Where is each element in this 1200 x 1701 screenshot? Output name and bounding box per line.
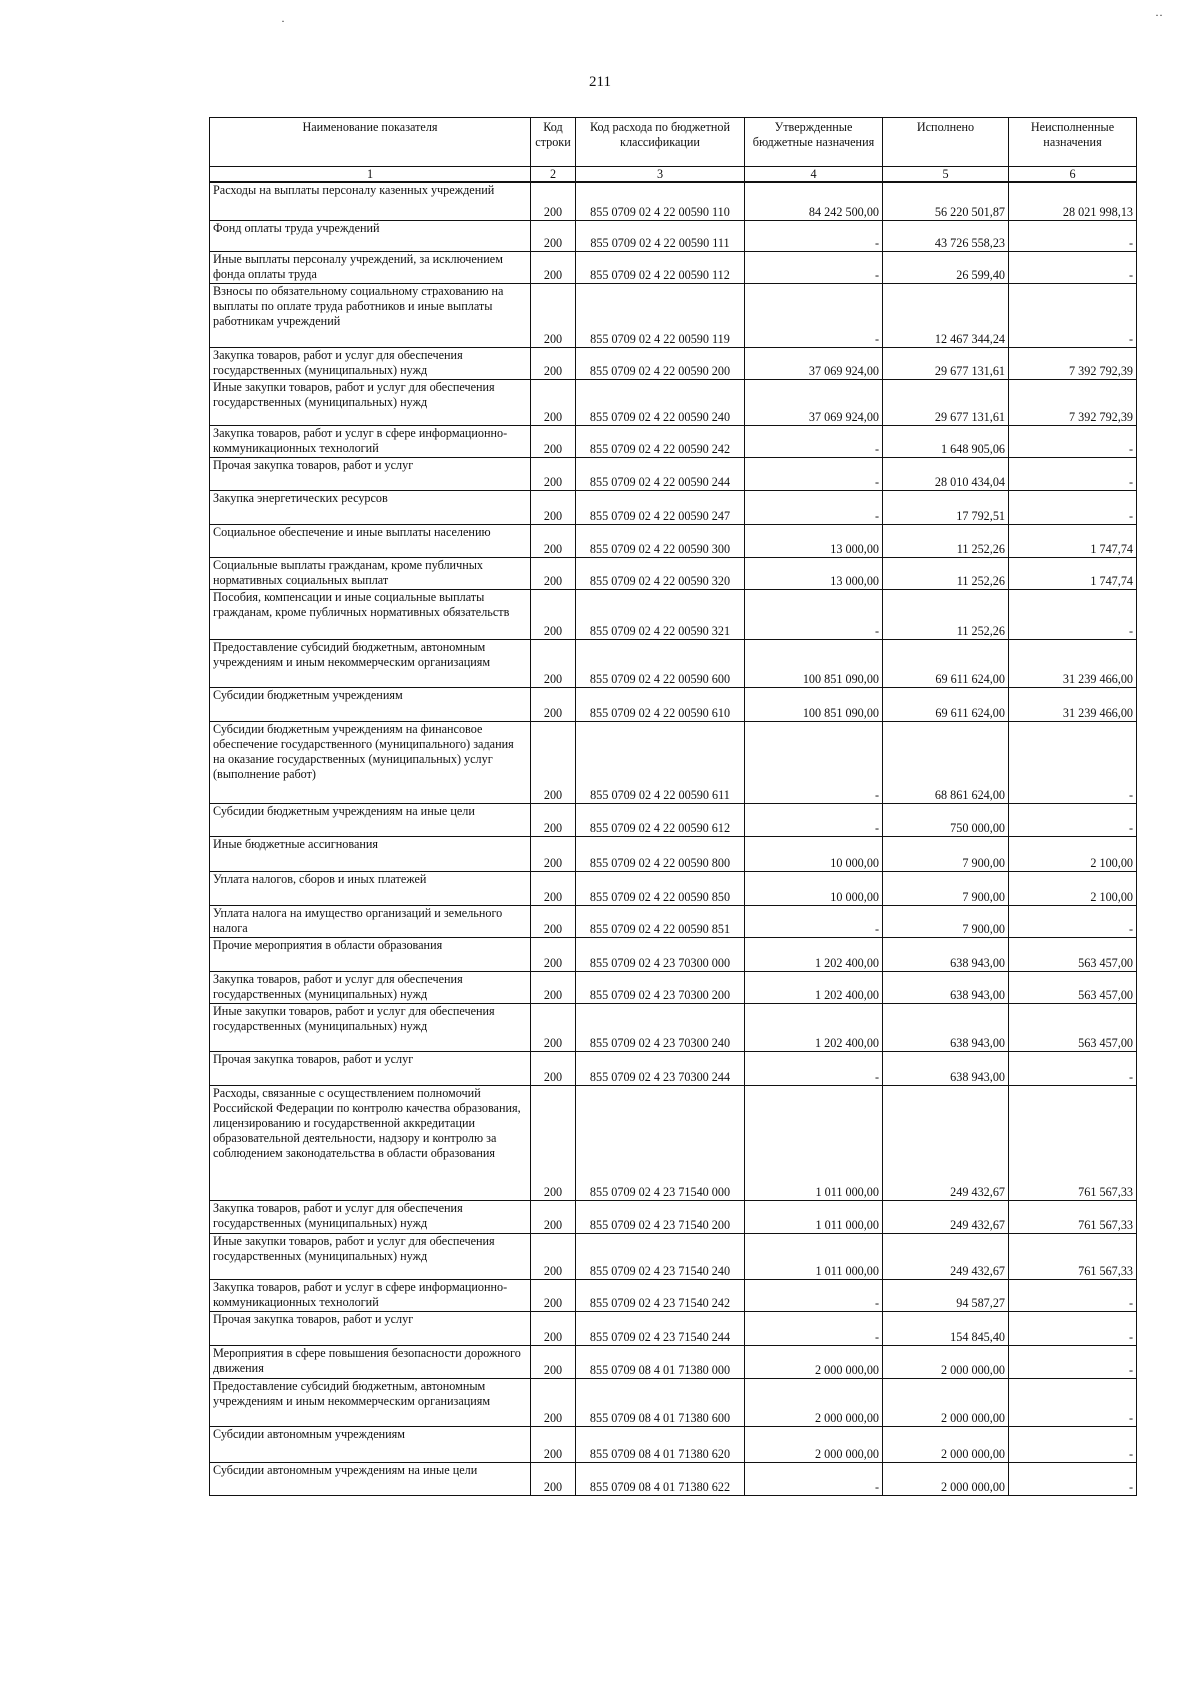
row-approved-amount: 2 000 000,00 <box>745 1378 883 1426</box>
table-row <box>210 905 1137 937</box>
row-name: Взносы по обязательному социальному страхованию на выплаты по оплате труда работников и иные выплаты работникам учреждений <box>210 283 531 347</box>
row-line-code: 200 <box>531 347 576 379</box>
row-name: Иные бюджетные ассигнования <box>210 836 531 871</box>
row-name: Уплата налога на имущество организаций и земельного налога <box>210 905 531 937</box>
row-classification-code: 855 0709 02 4 22 00590 610 <box>576 687 745 721</box>
row-unexecuted-amount: - <box>1009 905 1137 937</box>
row-line-code: 200 <box>531 721 576 803</box>
row-unexecuted-amount: - <box>1009 425 1137 457</box>
row-approved-amount: 1 011 000,00 <box>745 1233 883 1279</box>
row-approved-amount: 1 202 400,00 <box>745 1003 883 1051</box>
row-approved-amount: 37 069 924,00 <box>745 347 883 379</box>
row-line-code: 200 <box>531 871 576 905</box>
row-approved-amount: 37 069 924,00 <box>745 379 883 425</box>
row-classification-code: 855 0709 02 4 22 00590 851 <box>576 905 745 937</box>
row-executed-amount: 69 611 624,00 <box>883 687 1009 721</box>
row-unexecuted-amount: 1 747,74 <box>1009 557 1137 589</box>
header-executed: Исполнено <box>883 118 1009 167</box>
row-classification-code: 855 0709 02 4 22 00590 600 <box>576 639 745 687</box>
table-row <box>210 1200 1137 1233</box>
row-classification-code: 855 0709 02 4 22 00590 247 <box>576 490 745 524</box>
row-approved-amount: 1 202 400,00 <box>745 937 883 971</box>
row-unexecuted-amount: - <box>1009 1051 1137 1085</box>
row-approved-amount: - <box>745 251 883 283</box>
row-unexecuted-amount: 2 100,00 <box>1009 836 1137 871</box>
row-unexecuted-amount: 761 567,33 <box>1009 1233 1137 1279</box>
row-classification-code: 855 0709 02 4 23 71540 200 <box>576 1200 745 1233</box>
row-approved-amount: 1 202 400,00 <box>745 971 883 1003</box>
row-line-code: 200 <box>531 1378 576 1426</box>
row-approved-amount: 10 000,00 <box>745 836 883 871</box>
row-line-code: 200 <box>531 379 576 425</box>
row-line-code: 200 <box>531 182 576 220</box>
row-name: Субсидии бюджетным учреждениям на иные цели <box>210 803 531 836</box>
header-row <box>210 118 1137 167</box>
table-row <box>210 639 1137 687</box>
row-name: Пособия, компенсации и иные социальные выплаты гражданам, кроме публичных нормативных обязательств <box>210 589 531 639</box>
row-unexecuted-amount: 31 239 466,00 <box>1009 639 1137 687</box>
row-line-code: 200 <box>531 1462 576 1495</box>
row-executed-amount: 11 252,26 <box>883 557 1009 589</box>
row-executed-amount: 29 677 131,61 <box>883 347 1009 379</box>
table-row <box>210 1233 1137 1279</box>
row-unexecuted-amount: - <box>1009 589 1137 639</box>
row-name: Расходы на выплаты персоналу казенных учреждений <box>210 182 531 220</box>
row-executed-amount: 638 943,00 <box>883 1003 1009 1051</box>
row-name: Субсидии бюджетным учреждениям на финансовое обеспечение государственного (муниципального) задания на оказание государственных (муниципальных) услуг (выполнение работ) <box>210 721 531 803</box>
row-classification-code: 855 0709 02 4 23 70300 200 <box>576 971 745 1003</box>
row-line-code: 200 <box>531 1200 576 1233</box>
table-row <box>210 220 1137 251</box>
row-name: Закупка товаров, работ и услуг для обеспечения государственных (муниципальных) нужд <box>210 971 531 1003</box>
row-executed-amount: 638 943,00 <box>883 937 1009 971</box>
row-approved-amount: 1 011 000,00 <box>745 1200 883 1233</box>
row-approved-amount: - <box>745 425 883 457</box>
header-budget-classification: Код расхода по бюджетной классификации <box>576 118 745 167</box>
table-row <box>210 971 1137 1003</box>
row-executed-amount: 12 467 344,24 <box>883 283 1009 347</box>
row-line-code: 200 <box>531 524 576 557</box>
row-executed-amount: 154 845,40 <box>883 1311 1009 1345</box>
column-number: 1 <box>210 167 531 183</box>
row-approved-amount: - <box>745 721 883 803</box>
row-unexecuted-amount: 31 239 466,00 <box>1009 687 1137 721</box>
row-line-code: 200 <box>531 251 576 283</box>
row-executed-amount: 69 611 624,00 <box>883 639 1009 687</box>
row-approved-amount: - <box>745 220 883 251</box>
row-unexecuted-amount: 1 747,74 <box>1009 524 1137 557</box>
row-executed-amount: 26 599,40 <box>883 251 1009 283</box>
row-executed-amount: 638 943,00 <box>883 971 1009 1003</box>
row-executed-amount: 2 000 000,00 <box>883 1345 1009 1378</box>
table-row <box>210 589 1137 639</box>
row-line-code: 200 <box>531 1426 576 1462</box>
row-line-code: 200 <box>531 1051 576 1085</box>
row-name: Предоставление субсидий бюджетным, автономным учреждениям и иным некоммерческим организациям <box>210 1378 531 1426</box>
table-row <box>210 836 1137 871</box>
row-line-code: 200 <box>531 1279 576 1311</box>
scan-dots-mark: ·· <box>1155 8 1163 22</box>
table-row <box>210 425 1137 457</box>
table-row <box>210 1462 1137 1495</box>
row-unexecuted-amount: - <box>1009 251 1137 283</box>
row-unexecuted-amount: 563 457,00 <box>1009 971 1137 1003</box>
row-line-code: 200 <box>531 1345 576 1378</box>
row-executed-amount: 11 252,26 <box>883 524 1009 557</box>
row-approved-amount: 13 000,00 <box>745 557 883 589</box>
row-line-code: 200 <box>531 905 576 937</box>
row-unexecuted-amount: - <box>1009 1279 1137 1311</box>
row-classification-code: 855 0709 02 4 22 00590 800 <box>576 836 745 871</box>
row-unexecuted-amount: 2 100,00 <box>1009 871 1137 905</box>
row-name: Социальные выплаты гражданам, кроме публичных нормативных социальных выплат <box>210 557 531 589</box>
row-name: Социальное обеспечение и иные выплаты населению <box>210 524 531 557</box>
header-line-code: Код строки <box>531 118 576 167</box>
table-row <box>210 1051 1137 1085</box>
table-body <box>210 182 1137 1495</box>
row-name: Закупка товаров, работ и услуг для обеспечения государственных (муниципальных) нужд <box>210 1200 531 1233</box>
table-row <box>210 251 1137 283</box>
row-unexecuted-amount: - <box>1009 803 1137 836</box>
table-row <box>210 182 1137 220</box>
row-name: Закупка товаров, работ и услуг в сфере информационно-коммуникационных технологий <box>210 425 531 457</box>
row-executed-amount: 638 943,00 <box>883 1051 1009 1085</box>
row-line-code: 200 <box>531 1233 576 1279</box>
table-row <box>210 1085 1137 1200</box>
row-unexecuted-amount: 761 567,33 <box>1009 1200 1137 1233</box>
row-executed-amount: 28 010 434,04 <box>883 457 1009 490</box>
row-name: Уплата налогов, сборов и иных платежей <box>210 871 531 905</box>
row-executed-amount: 11 252,26 <box>883 589 1009 639</box>
table-row <box>210 490 1137 524</box>
column-number-row <box>210 167 1137 183</box>
row-approved-amount: 84 242 500,00 <box>745 182 883 220</box>
table-row <box>210 687 1137 721</box>
table-row <box>210 721 1137 803</box>
header-unexecuted: Неисполненные назначения <box>1009 118 1137 167</box>
table-row <box>210 937 1137 971</box>
row-name: Фонд оплаты труда учреждений <box>210 220 531 251</box>
row-classification-code: 855 0709 02 4 22 00590 612 <box>576 803 745 836</box>
row-classification-code: 855 0709 02 4 22 00590 850 <box>576 871 745 905</box>
column-number: 4 <box>745 167 883 183</box>
header-indicator-name: Наименование показателя <box>210 118 531 167</box>
row-unexecuted-amount: 7 392 792,39 <box>1009 379 1137 425</box>
row-classification-code: 855 0709 02 4 23 71540 240 <box>576 1233 745 1279</box>
row-executed-amount: 7 900,00 <box>883 836 1009 871</box>
row-line-code: 200 <box>531 457 576 490</box>
row-classification-code: 855 0709 02 4 22 00590 611 <box>576 721 745 803</box>
row-name: Прочая закупка товаров, работ и услуг <box>210 1311 531 1345</box>
row-unexecuted-amount: 563 457,00 <box>1009 937 1137 971</box>
row-unexecuted-amount: - <box>1009 1462 1137 1495</box>
row-approved-amount: 10 000,00 <box>745 871 883 905</box>
row-line-code: 200 <box>531 1311 576 1345</box>
row-executed-amount: 7 900,00 <box>883 871 1009 905</box>
table-row <box>210 457 1137 490</box>
row-name: Закупка товаров, работ и услуг для обеспечения государственных (муниципальных) нужд <box>210 347 531 379</box>
table-row <box>210 283 1137 347</box>
row-classification-code: 855 0709 02 4 22 00590 244 <box>576 457 745 490</box>
row-executed-amount: 249 432,67 <box>883 1200 1009 1233</box>
row-line-code: 200 <box>531 283 576 347</box>
row-classification-code: 855 0709 02 4 22 00590 112 <box>576 251 745 283</box>
row-executed-amount: 2 000 000,00 <box>883 1378 1009 1426</box>
row-executed-amount: 249 432,67 <box>883 1085 1009 1200</box>
row-executed-amount: 2 000 000,00 <box>883 1462 1009 1495</box>
table-row <box>210 557 1137 589</box>
row-name: Прочая закупка товаров, работ и услуг <box>210 457 531 490</box>
row-classification-code: 855 0709 08 4 01 71380 000 <box>576 1345 745 1378</box>
column-number: 2 <box>531 167 576 183</box>
row-line-code: 200 <box>531 1085 576 1200</box>
header-approved: Утвержденные бюджетные назначения <box>745 118 883 167</box>
row-name: Субсидии автономным учреждениям <box>210 1426 531 1462</box>
row-classification-code: 855 0709 02 4 22 00590 240 <box>576 379 745 425</box>
row-approved-amount: - <box>745 1462 883 1495</box>
row-classification-code: 855 0709 02 4 22 00590 200 <box>576 347 745 379</box>
table-row <box>210 347 1137 379</box>
table-row <box>210 379 1137 425</box>
table-row <box>210 803 1137 836</box>
row-line-code: 200 <box>531 220 576 251</box>
row-unexecuted-amount: - <box>1009 490 1137 524</box>
row-classification-code: 855 0709 02 4 22 00590 321 <box>576 589 745 639</box>
row-name: Предоставление субсидий бюджетным, автономным учреждениям и иным некоммерческим организациям <box>210 639 531 687</box>
table-row <box>210 1378 1137 1426</box>
row-name: Прочая закупка товаров, работ и услуг <box>210 1051 531 1085</box>
row-classification-code: 855 0709 02 4 22 00590 119 <box>576 283 745 347</box>
row-classification-code: 855 0709 02 4 23 71540 244 <box>576 1311 745 1345</box>
row-classification-code: 855 0709 08 4 01 71380 622 <box>576 1462 745 1495</box>
row-approved-amount: - <box>745 457 883 490</box>
column-number: 5 <box>883 167 1009 183</box>
row-line-code: 200 <box>531 937 576 971</box>
row-name: Иные закупки товаров, работ и услуг для обеспечения государственных (муниципальных) нужд <box>210 1003 531 1051</box>
row-executed-amount: 249 432,67 <box>883 1233 1009 1279</box>
row-approved-amount: 2 000 000,00 <box>745 1345 883 1378</box>
budget-execution-table <box>209 117 1137 1496</box>
row-line-code: 200 <box>531 1003 576 1051</box>
table-row <box>210 1426 1137 1462</box>
row-line-code: 200 <box>531 490 576 524</box>
row-approved-amount: - <box>745 1279 883 1311</box>
row-approved-amount: 100 851 090,00 <box>745 687 883 721</box>
row-unexecuted-amount: - <box>1009 1426 1137 1462</box>
row-classification-code: 855 0709 02 4 22 00590 111 <box>576 220 745 251</box>
table-row <box>210 871 1137 905</box>
table-row <box>210 524 1137 557</box>
row-unexecuted-amount: - <box>1009 1345 1137 1378</box>
row-executed-amount: 68 861 624,00 <box>883 721 1009 803</box>
row-approved-amount: 2 000 000,00 <box>745 1426 883 1462</box>
row-classification-code: 855 0709 02 4 22 00590 300 <box>576 524 745 557</box>
row-unexecuted-amount: - <box>1009 283 1137 347</box>
column-number: 6 <box>1009 167 1137 183</box>
row-executed-amount: 17 792,51 <box>883 490 1009 524</box>
row-approved-amount: - <box>745 1311 883 1345</box>
column-number: 3 <box>576 167 745 183</box>
row-classification-code: 855 0709 08 4 01 71380 620 <box>576 1426 745 1462</box>
row-classification-code: 855 0709 02 4 22 00590 320 <box>576 557 745 589</box>
row-name: Прочие мероприятия в области образования <box>210 937 531 971</box>
row-executed-amount: 1 648 905,06 <box>883 425 1009 457</box>
row-name: Закупка товаров, работ и услуг в сфере информационно-коммуникационных технологий <box>210 1279 531 1311</box>
table-row <box>210 1003 1137 1051</box>
row-line-code: 200 <box>531 803 576 836</box>
row-classification-code: 855 0709 02 4 23 70300 244 <box>576 1051 745 1085</box>
row-approved-amount: 13 000,00 <box>745 524 883 557</box>
row-executed-amount: 56 220 501,87 <box>883 182 1009 220</box>
row-executed-amount: 2 000 000,00 <box>883 1426 1009 1462</box>
row-name: Субсидии бюджетным учреждениям <box>210 687 531 721</box>
row-line-code: 200 <box>531 557 576 589</box>
row-unexecuted-amount: 761 567,33 <box>1009 1085 1137 1200</box>
row-name: Иные выплаты персоналу учреждений, за исключением фонда оплаты труда <box>210 251 531 283</box>
row-approved-amount: - <box>745 283 883 347</box>
table-row <box>210 1311 1137 1345</box>
row-name: Субсидии автономным учреждениям на иные цели <box>210 1462 531 1495</box>
row-classification-code: 855 0709 02 4 23 71540 000 <box>576 1085 745 1200</box>
row-classification-code: 855 0709 02 4 22 00590 110 <box>576 182 745 220</box>
row-line-code: 200 <box>531 639 576 687</box>
row-line-code: 200 <box>531 687 576 721</box>
row-executed-amount: 29 677 131,61 <box>883 379 1009 425</box>
row-executed-amount: 750 000,00 <box>883 803 1009 836</box>
scan-dot-mark: · <box>281 14 285 28</box>
row-approved-amount: - <box>745 490 883 524</box>
page-number: 211 <box>589 74 611 90</box>
row-name: Закупка энергетических ресурсов <box>210 490 531 524</box>
row-approved-amount: - <box>745 905 883 937</box>
table-row <box>210 1345 1137 1378</box>
row-line-code: 200 <box>531 425 576 457</box>
row-unexecuted-amount: 28 021 998,13 <box>1009 182 1137 220</box>
row-executed-amount: 43 726 558,23 <box>883 220 1009 251</box>
row-name: Иные закупки товаров, работ и услуг для обеспечения государственных (муниципальных) нужд <box>210 379 531 425</box>
row-name: Расходы, связанные с осуществлением полномочий Российской Федерации по контролю качества образования, лицензированию и государственной аккредитации образовательной деятельности, надзору и контролю за соблюдением законодательства в области образования <box>210 1085 531 1200</box>
row-approved-amount: 1 011 000,00 <box>745 1085 883 1200</box>
row-unexecuted-amount: - <box>1009 1311 1137 1345</box>
row-approved-amount: - <box>745 1051 883 1085</box>
row-name: Иные закупки товаров, работ и услуг для обеспечения государственных (муниципальных) нужд <box>210 1233 531 1279</box>
row-classification-code: 855 0709 02 4 22 00590 242 <box>576 425 745 457</box>
row-name: Мероприятия в сфере повышения безопасности дорожного движения <box>210 1345 531 1378</box>
table-row <box>210 1279 1137 1311</box>
row-approved-amount: 100 851 090,00 <box>745 639 883 687</box>
row-unexecuted-amount: 563 457,00 <box>1009 1003 1137 1051</box>
row-approved-amount: - <box>745 589 883 639</box>
row-classification-code: 855 0709 02 4 23 71540 242 <box>576 1279 745 1311</box>
row-unexecuted-amount: - <box>1009 220 1137 251</box>
row-line-code: 200 <box>531 971 576 1003</box>
row-unexecuted-amount: - <box>1009 721 1137 803</box>
row-approved-amount: - <box>745 803 883 836</box>
row-unexecuted-amount: - <box>1009 1378 1137 1426</box>
row-unexecuted-amount: - <box>1009 457 1137 490</box>
row-executed-amount: 7 900,00 <box>883 905 1009 937</box>
row-line-code: 200 <box>531 589 576 639</box>
row-executed-amount: 94 587,27 <box>883 1279 1009 1311</box>
row-classification-code: 855 0709 02 4 23 70300 240 <box>576 1003 745 1051</box>
row-line-code: 200 <box>531 836 576 871</box>
row-classification-code: 855 0709 02 4 23 70300 000 <box>576 937 745 971</box>
row-unexecuted-amount: 7 392 792,39 <box>1009 347 1137 379</box>
row-classification-code: 855 0709 08 4 01 71380 600 <box>576 1378 745 1426</box>
